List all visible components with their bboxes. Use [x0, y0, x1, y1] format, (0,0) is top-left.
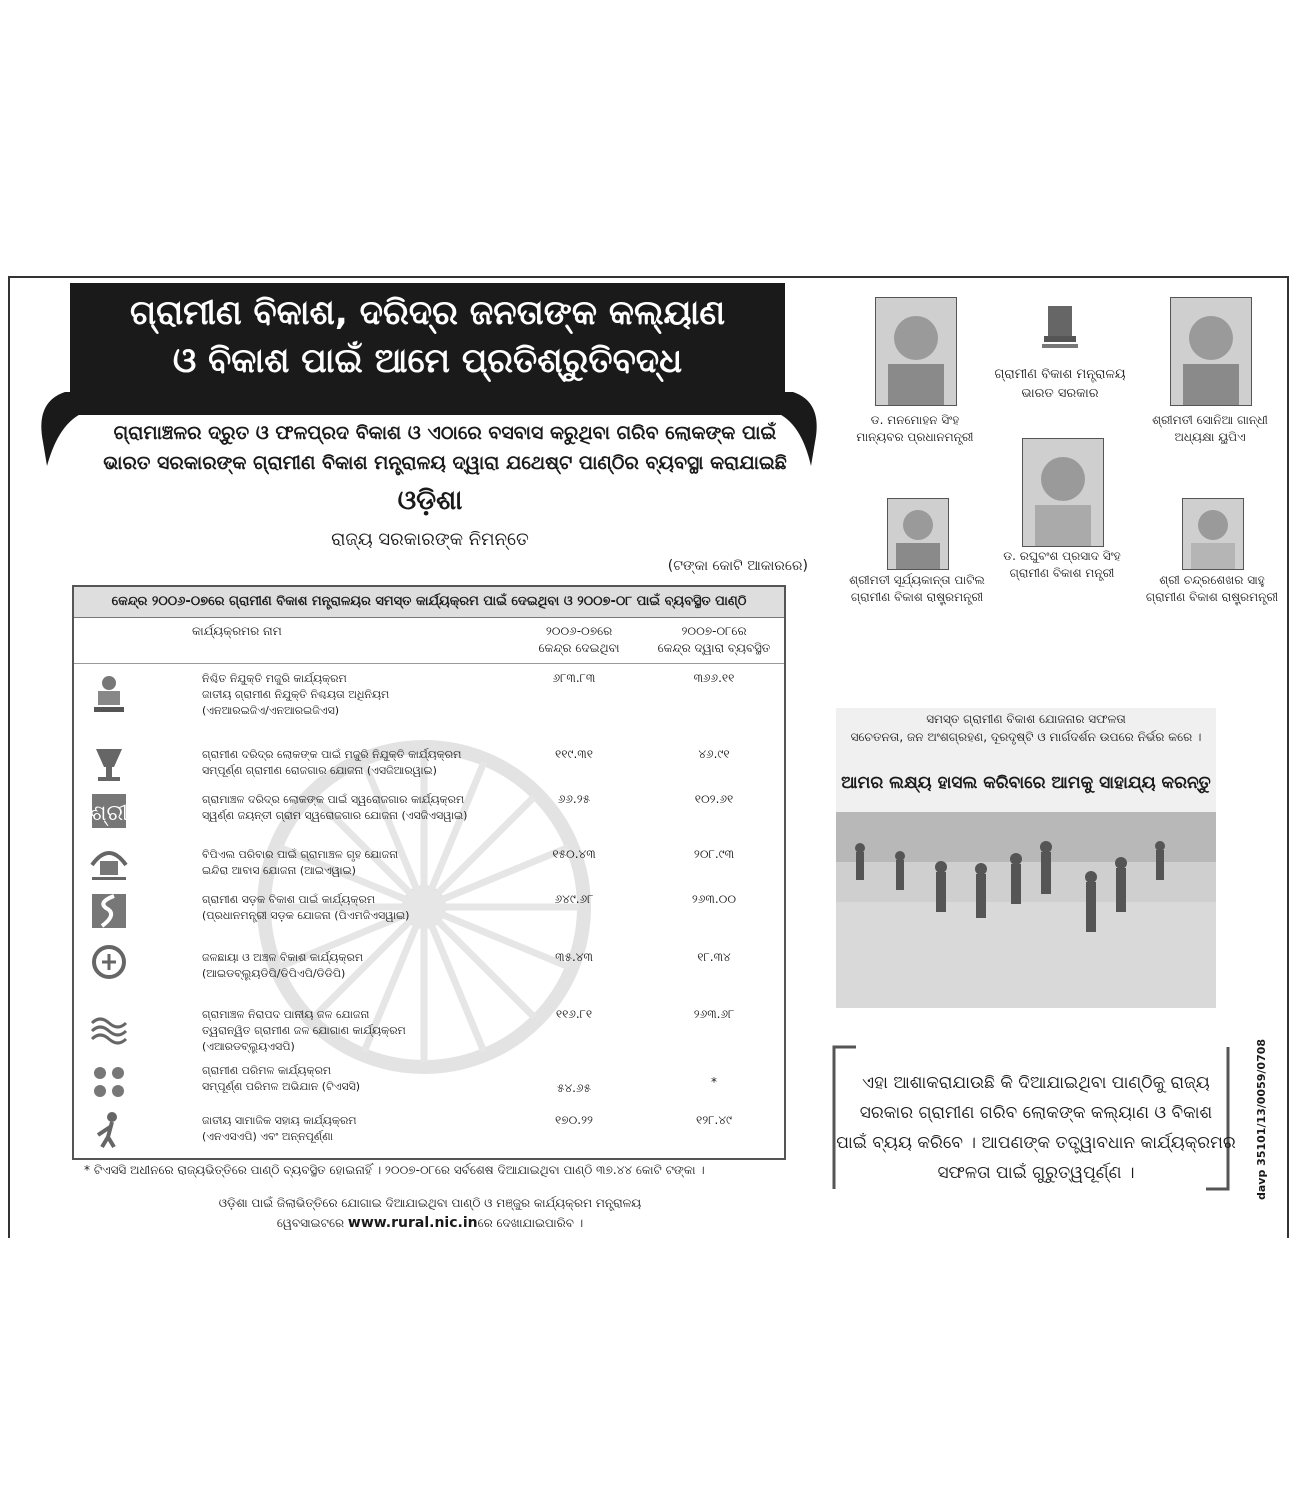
state-subtitle: ରାଜ୍ୟ ସରକାରଙ୍କ ନିମନ୍ତେ: [331, 529, 529, 550]
nsap-logo-icon: [88, 1109, 130, 1151]
value-2006: ୬୪୯.୬୮: [554, 892, 594, 906]
website-link[interactable]: www.rural.nic.in: [347, 1215, 478, 1231]
rural-workers-photo: [836, 812, 1216, 1008]
value-2007: *: [711, 1075, 717, 1089]
value-2007: ୪୬.୯୧: [698, 747, 730, 761]
state-name: ଓଡ଼ିଶା: [397, 485, 463, 516]
col-header-2007: [649, 623, 779, 657]
footnote: * ଟିଏସସି ଅଧୀନରେ ରାଜ୍ୟଭିତ୍ତିରେ ପାଣ୍ଠି ବ୍ୟବସ୍ଥିତ ହୋଇନାହିଁ । ୨୦୦୭-୦୮ରେ ସର୍ବଶେଷ ଦିଆଯାଇଥିବା ପାଣ୍ଠି ୩୭.୪୪ କୋଟି ଟଙ୍କା ।: [84, 1163, 705, 1177]
value-2007: ୧୨୮.୪୯: [696, 1113, 732, 1127]
svg-text:ଶ୍ରୀ: ଶ୍ରୀ: [90, 801, 128, 826]
success-text: ସମସ୍ତ ଗ୍ରାମୀଣ ବିକାଶ ଯୋଜନାର ସଫଳତା ସଚେତନତା, ଜନ ଅଂଶଗ୍ରହଣ, ଦୂରଦୃଷ୍ଟି ଓ ମାର୍ଗଦର୍ଶନ ଉପରେ ନିର୍ଭର କରେ ।: [850, 712, 1202, 744]
value-2007: ୨୬୩.୬୮: [693, 1007, 735, 1021]
sgsy-logo-icon: [88, 790, 130, 832]
minister-caption: ଡ. ରଘୁବଂଶ ପ୍ରସାଦ ସିଂହ ଗ୍ରାମୀଣ ବିକାଶ ମନ୍ତ୍ରୀ: [1003, 549, 1121, 580]
mos1-caption: ଶ୍ରୀମତୀ ସୂର୍ଯ୍ୟକାନ୍ତା ପାଟିଲ ଗ୍ରାମୀଣ ବିକାଶ ରାଷ୍ଟ୍ରମନ୍ତ୍ରୀ: [849, 573, 985, 604]
value-2007: ୧୦୨.୬୧: [694, 792, 734, 806]
col-header-2006: [519, 623, 639, 657]
program-name: ବିପିଏଲ ପରିବାର ପାଇଁ ଗ୍ରାମାଞ୍ଚଳ ଗୃହ ଯୋଜନା ଇନ୍ଦିରା ଆବାସ ଯୋଜନା (ଆଇଏୱାଇ): [202, 848, 399, 877]
value-2006: ୩୫.୪୩: [555, 950, 593, 964]
subheadline-line-2: ଭାରତ ସରକାରଙ୍କ ଗ୍ରାମୀଣ ବିକାଶ ମନ୍ତ୍ରାଳୟ ଦ୍ୱାରା ଯଥେଷ୍ଟ ପାଣ୍ଠିର ବ୍ୟବସ୍ଥା କରାଯାଇଛି: [103, 452, 787, 474]
national-emblem-icon: [1040, 300, 1080, 352]
program-name: ଗ୍ରାମୀଣ ସଡ଼କ ବିକାଶ ପାଇଁ କାର୍ଯ୍ୟକ୍ରମ (ପ୍ରଧାନମନ୍ତ୍ରୀ ସଡ଼କ ଯୋଜନା (ପିଏମଜିଏସୱାଇ): [202, 893, 410, 922]
footer-line-2: ୱେବସାଇଟରେ www.rural.nic.inରେ ଦେଖାଯାଇପାରିବ ।: [276, 1215, 584, 1231]
tsc-logo-icon: [88, 1061, 130, 1103]
value-2006: ୧୧୬.୮୧: [555, 1007, 593, 1021]
col-header-2006-line2: କେନ୍ଦ୍ର ଦେଇଥିବା: [538, 641, 620, 655]
appeal-text: ଆମର ଲକ୍ଷ୍ୟ ହାସଲ କରିବାରେ ଆମକୁ ସାହାଯ୍ୟ କରନ୍ତୁ: [841, 773, 1211, 793]
program-name: ଗ୍ରାମାଞ୍ଚଳ ଦରିଦ୍ର ଲୋକଙ୍କ ପାଇଁ ସ୍ୱରୋଜଗାର କାର୍ଯ୍ୟକ୍ରମ ସ୍ୱର୍ଣ୍ଣ ଜୟନ୍ତୀ ଗ୍ରାମ ସ୍ୱରୋଜଗାର ଯୋଜନା (ଏସଜିଏସୱାଇ): [202, 793, 468, 822]
program-name: ନିଶ୍ଚିତ ନିଯୁକ୍ତି ମଜୁରି କାର୍ଯ୍ୟକ୍ରମ ଜାତୀୟ ଗ୍ରାମୀଣ ନିଯୁକ୍ତି ନିଶ୍ଚୟତା ଅଧିନିୟମ (ଏନଆରଇଜିଏ/ଏନଆରଇଜିଏସ): [202, 672, 390, 717]
value-2006: ୫୪.୬୫: [556, 1081, 592, 1095]
col-header-2006-line1: ୨୦୦୬-୦୭ରେ: [545, 624, 613, 638]
arwsp-logo-icon: [88, 1005, 130, 1047]
pm-caption: ଡ. ମନମୋହନ ସିଂହ ମାନ୍ୟବର ପ୍ରଧାନମନ୍ତ୍ରୀ: [856, 413, 974, 444]
col-header-2007-line1: ୨୦୦୭-୦୮ରେ: [681, 624, 747, 638]
value-2006: ୬୮୩.୮୩: [552, 671, 596, 685]
program-name: ଗ୍ରାମୀଣ ପରିମଳ କାର୍ଯ୍ୟକ୍ରମ ସମ୍ପୂର୍ଣ୍ଣ ପରିମଳ ଅଭିଯାନ (ଟିଏସସି): [202, 1064, 361, 1093]
davp-code: davp 35101/13/0059/0708: [1255, 1038, 1268, 1200]
value-2007: ୨୬୩.୦୦: [691, 892, 737, 906]
chairperson-portrait: [1170, 297, 1252, 406]
mos2-caption: ଶ୍ରୀ ଚନ୍ଦ୍ରଶେଖର ସାହୁ ଗ୍ରାମୀଣ ବିକାଶ ରାଷ୍ଟ୍ରମନ୍ତ୍ରୀ: [1145, 573, 1279, 604]
mos2-portrait: [1182, 498, 1244, 570]
value-2006: ୧୫୦.୪୩: [552, 847, 596, 861]
subheadline: [75, 418, 815, 478]
ministry-caption: ଗ୍ରାମୀଣ ବିକାଶ ମନ୍ତ୍ରାଳୟ ଭାରତ ସରକାର: [994, 367, 1126, 401]
footer-note: [180, 1193, 680, 1233]
iay-logo-icon: [88, 841, 130, 883]
table-title: କେନ୍ଦ୍ର ୨୦୦୬-୦୭ରେ ଗ୍ରାମୀଣ ବିକାଶ ମନ୍ତ୍ରାଳୟର ସମସ୍ତ କାର୍ଯ୍ୟକ୍ରମ ପାଇଁ ଦେଇଥିବା ଓ ୨୦୦୭-୦୮ ପାଇଁ ବ୍ୟବସ୍ଥିତ ପାଣ୍ଠି: [74, 587, 784, 618]
value-2007: ୧୮.୩୪: [697, 950, 731, 964]
funding-table: [72, 585, 786, 1160]
hope-text: ଏହା ଆଶାକରାଯାଉଛି କି ଦିଆଯାଇଥିବା ପାଣ୍ଠିକୁ ରାଜ୍ୟ ସରକାର ଗ୍ରାମୀଣ ଗରିବ ଲୋକଙ୍କ କଲ୍ୟାଣ ଓ ବିକାଶ ପାଇଁ ବ୍ୟୟ କରିବେ । ଆପଣଙ୍କ ତତ୍ତ୍ୱାବଧାନ କାର୍ଯ୍ୟକ୍ରମର ସଫଳତା ପାଇଁ ଗୁରୁତ୍ୱପୂର୍ଣ୍ଣ ।: [836, 1073, 1236, 1183]
iwdp-logo-icon: [88, 942, 130, 984]
sgry-logo-icon: [88, 743, 130, 785]
col-header-name: କାର୍ଯ୍ୟକ୍ରମର ନାମ: [192, 624, 282, 638]
subheadline-line-1: ଗ୍ରାମାଞ୍ଚଳର ଦ୍ରୁତ ଓ ଫଳପ୍ରଦ ବିକାଶ ଓ ଏଠାରେ ବସବାସ କରୁଥିବା ଗରିବ ଲୋକଙ୍କ ପାଇଁ: [113, 422, 777, 444]
col-header-2007-line2: କେନ୍ଦ୍ର ଦ୍ୱାରା ବ୍ୟବସ୍ଥିତ: [657, 641, 771, 655]
program-name: ଜାତୀୟ ସାମାଜିକ ସହାୟ କାର୍ଯ୍ୟକ୍ରମ (ଏନଏସଏପି) ଏବଂ ଅନ୍ନପୂର୍ଣ୍ଣା: [202, 1114, 357, 1143]
value-2006: ୬୬.୨୫: [557, 792, 591, 806]
headline-banner: [70, 283, 785, 393]
value-2006: ୧୧୯.୩୧: [555, 747, 593, 761]
minister-portrait: [1022, 438, 1104, 547]
nrega-logo-icon: [88, 673, 130, 715]
unit-note: (ଟଙ୍କା କୋଟି ଆକାରରେ): [667, 558, 808, 574]
mos1-portrait: [887, 498, 949, 570]
program-name: ଜଳଛାୟା ଓ ଅଞ୍ଚଳ ବିକାଶ କାର୍ଯ୍ୟକ୍ରମ (ଆଇଡବ୍ଲ୍ୟୁଡିପି/ଡିପିଏପି/ଡିଡିପି): [202, 951, 364, 980]
headline-line-2: ଓ ବିକାଶ ପାଇଁ ଆମେ ପ୍ରତିଶ୍ରୁତିବଦ୍ଧ: [172, 341, 683, 381]
pmgsy-logo-icon: [88, 890, 130, 932]
program-name: ଗ୍ରାମୀଣ ଦରିଦ୍ର ଲୋକଙ୍କ ପାଇଁ ମଜୁରି ନିଯୁକ୍ତି କାର୍ଯ୍ୟକ୍ରମ ସମ୍ପୂର୍ଣ୍ଣ ଗ୍ରାମୀଣ ରୋଜଗାର ଯୋଜନା (ଏସଜିଆରୱାଇ): [202, 748, 462, 777]
program-name: ଗ୍ରାମାଞ୍ଚଳ ନିରାପଦ ପାନୀୟ ଜଳ ଯୋଜନା ତ୍ୱରାନ୍ୱିତ ଗ୍ରାମୀଣ ଜଳ ଯୋଗାଣ କାର୍ଯ୍ୟକ୍ରମ (ଏଆରଡବ୍ଲ୍ୟୁଏସପି): [202, 1008, 406, 1053]
value-2006: ୧୭୦.୨୨: [554, 1113, 594, 1127]
value-2007: ୨୦୮.୯୩: [693, 847, 735, 861]
chairperson-caption: ଶ୍ରୀମତୀ ସୋନିଆ ଗାନ୍ଧୀ ଅଧ୍ୟକ୍ଷା ୟୁପିଏ: [1152, 413, 1268, 444]
pm-portrait: [875, 297, 957, 406]
footer-line-1: ଓଡ଼ିଶା ପାଇଁ ଜିଲାଭିତ୍ତିରେ ଯୋଗାଇ ଦିଆଯାଇଥିବା ପାଣ୍ଠି ଓ ମଞ୍ଜୁର କାର୍ଯ୍ୟକ୍ରମ ମନ୍ତ୍ରାଳୟ: [218, 1196, 642, 1210]
value-2007: ୩୬୬.୧୧: [693, 671, 735, 685]
headline-line-1: ଗ୍ରାମୀଣ ବିକାଶ, ଦରିଦ୍ର ଜନତାଙ୍କ କଲ୍ୟାଣ: [129, 293, 726, 333]
header-divider: [74, 663, 784, 664]
